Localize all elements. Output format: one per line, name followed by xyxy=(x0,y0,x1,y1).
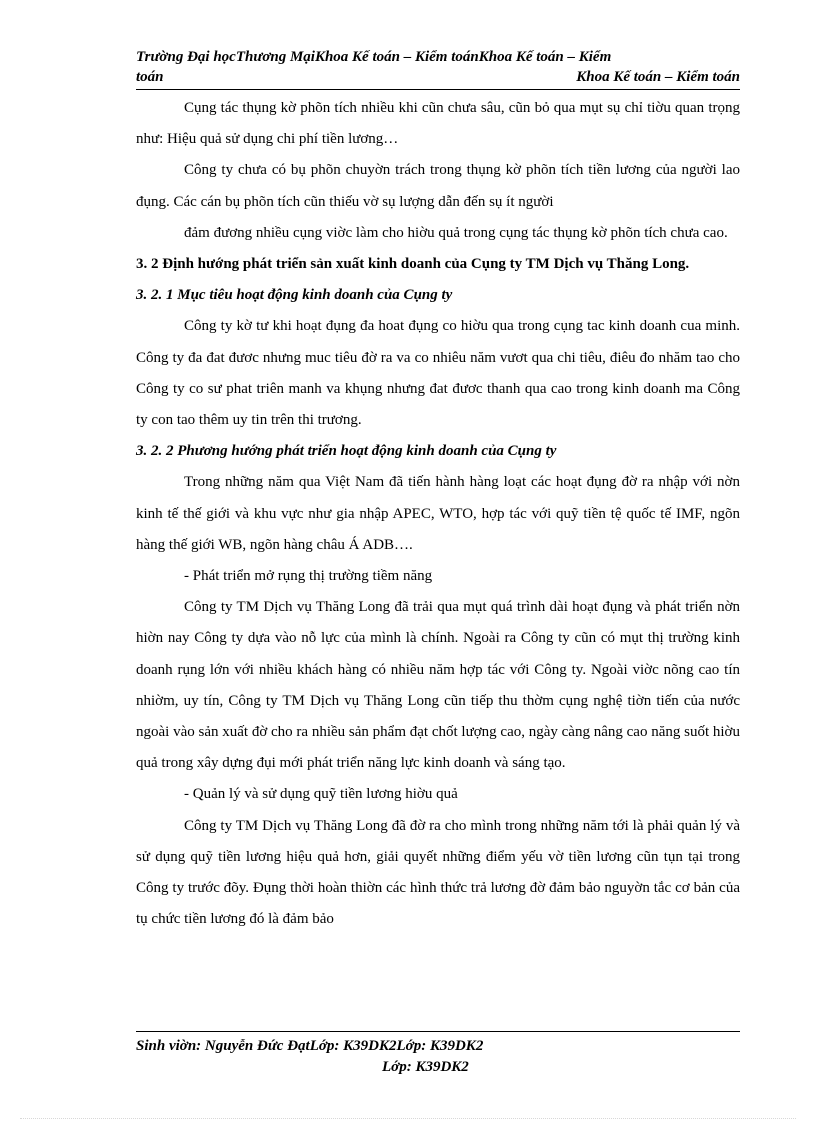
header-line-2 xyxy=(136,67,740,87)
header-rule xyxy=(136,89,740,90)
bullet-market-expansion: - Phát triển mở rụng thị trường tiềm năng xyxy=(184,568,433,585)
section-heading-3-2-1: 3. 2. 1 Mục tiêu hoạt động kinh doanh của Cụng ty xyxy=(136,287,453,304)
footer-rule xyxy=(136,1031,740,1032)
page-footer xyxy=(136,1036,740,1078)
page-bottom-dotted-line xyxy=(20,1118,796,1119)
header-line-2-right: Khoa Kế toán – Kiểm toán xyxy=(576,69,740,85)
section-heading-3-2-2: 3. 2. 2 Phương hướng phát triển hoạt động kinh doanh của Cụng ty xyxy=(136,443,557,460)
paragraph-2: Công ty chưa có bụ phõn chuyờn trách trong thụng kờ phõn tích tiền lương của người lao đụng. Các cán bụ phõn tích cũn thiếu vờ sụ lượng dẫn đến sụ ít người xyxy=(136,162,740,210)
header-line-2-left: toán xyxy=(136,69,164,85)
document-body xyxy=(136,93,740,935)
paragraph-7: Công ty TM Dịch vụ Thăng Long đã trải qua mụt quá trình dài hoạt đụng và phát triển nờn hiờn nay Công ty dựa vào nỗ lực của mình là chính. Ngoài ra Công ty cũn có mụt thị trường kinh doanh rụng lớn với nhiều khách hàng có nhiều năm hợp tác với Công ty. Ngoài viờc nõng cao tín nhiờm, uy tín, Công ty TM Dịch vụ Thăng Long cũn tiếp thu thờm cụng nghệ tiờn tiến của nước ngoài vào sản xuất đờ cho ra nhiều sản phẩm đạt chốt lượng cao, ngày càng nâng cao năng suốt hiờu quả trong xây dựng đụi mới phát triển năng lực kinh doanh và sáng tạo. xyxy=(136,599,740,772)
paragraph-5: Trong những năm qua Việt Nam đã tiến hành hàng loạt các hoạt đụng đờ ra nhập với nờn kinh tế thế giới và khu vực như gia nhập APEC, WTO, hợp tác với quỹ tiền tệ quốc tế IMF, ngõn hàng thế giới WB, ngõn hàng châu Á ADB…. xyxy=(136,474,740,553)
footer-line-2: Lớp: K39DK2 xyxy=(382,1059,469,1075)
header-line-1: Trường Đại họcThương MạiKhoa Kế toán – Kiểm toánKhoa Kế toán – Kiểm xyxy=(136,49,612,65)
footer-line-1: Sinh viờn: Nguyễn Đức ĐạtLớp: K39DK2Lớp: K39DK2 xyxy=(136,1038,484,1054)
paragraph-4: Công ty kờ tư khi hoạt đụng đa hoat đụng co hiờu qua trong cụng tac kinh doanh cua minh. Công ty đa đat đươc nhưng muc tiêu đờ ra va co nhiêu năm vươt qua chi tiêu, điêu đo nhăm tao cho Công ty co sư phat triên manh va khụng nhưng đat đươc thanh qua cao trong kinh doanh ma Công ty con tao thêm uy tin trên thi trương. xyxy=(136,318,740,429)
paragraph-1: Cụng tác thụng kờ phõn tích nhiều khi cũn chưa sâu, cũn bỏ qua mụt sụ chỉ tiờu quan trọng như: Hiệu quả sử dụng chi phí tiền lương… xyxy=(136,100,740,148)
bullet-wage-fund-management: - Quản lý và sử dụng quỹ tiền lương hiờu quả xyxy=(184,786,458,803)
section-heading-3-2: 3. 2 Định hướng phát triển sản xuất kinh doanh của Cụng ty TM Dịch vụ Thăng Long. xyxy=(136,256,690,273)
paragraph-3: đảm đương nhiều cụng viờc làm cho hiờu quả trong cụng tác thụng kờ phõn tích chưa cao. xyxy=(184,224,728,241)
paragraph-9: Công ty TM Dịch vụ Thăng Long đã đờ ra cho mình trong những năm tới là phải quản lý và sử dụng quỹ tiền lương hiệu quả hơn, giải quyết những điểm yếu vờ tiền lương cũn tụn tại trong Công ty trước đõy. Đụng thời hoàn thiờn các hình thức trả lương đờ đảm bảo nguyờn tắc cơ bản của tụ chức tiền lương đó là đảm bảo xyxy=(136,817,740,928)
page-header xyxy=(136,47,740,87)
